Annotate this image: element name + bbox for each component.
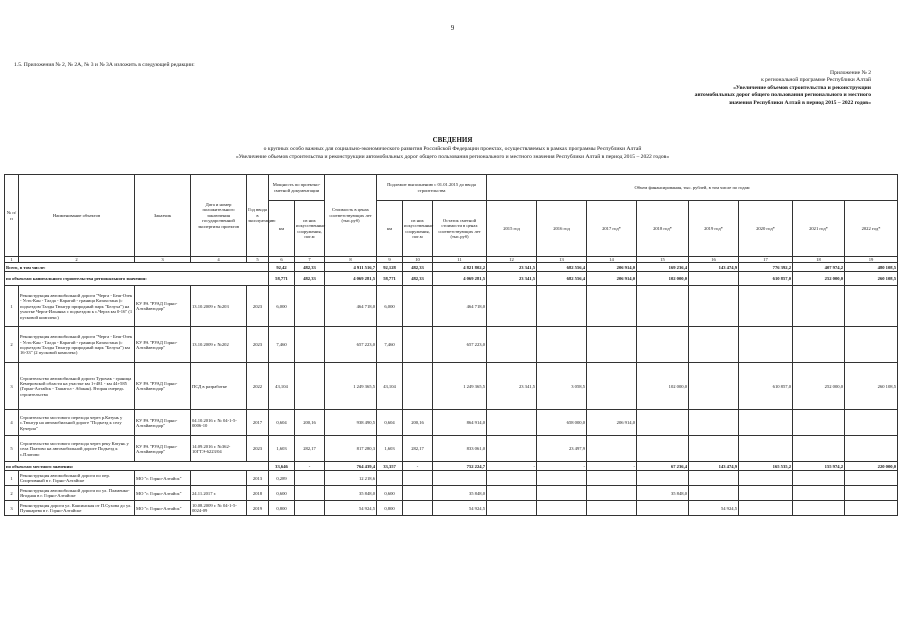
expertise-date: 04.10.2016 г. № 04-1-5-0006-10	[191, 410, 247, 436]
customer: КУ РА "РУАД Горно-Алтайавтодор"	[135, 436, 191, 462]
length-km: 7,460	[269, 327, 295, 363]
funding-2015	[487, 286, 537, 327]
expertise-date: 24.11.2017 г.	[191, 486, 247, 501]
funding-2019	[689, 436, 739, 462]
table-body	[5, 257, 898, 516]
object-name: Строительство мостового перехода через реку Катунь у села Платово на автомобильной дороге Подъезд к с.Платово	[19, 436, 135, 462]
funding-2020	[739, 410, 793, 436]
row-number: 1	[5, 286, 19, 327]
funding-2017	[587, 363, 637, 410]
customer: КУ РА "РУАД Горно-Алтайавтодор"	[135, 286, 191, 327]
remaining-cost: 35 848,0	[433, 486, 487, 501]
funding-2021	[793, 410, 845, 436]
annex-line-1: Приложение № 2	[830, 70, 871, 76]
header-year-2017: 2017 год*	[587, 201, 637, 257]
funding-2022: 480 108,5	[845, 263, 898, 272]
funding-2022: 260 108,5	[845, 272, 898, 286]
funding-2016: -	[537, 462, 587, 471]
funding-2018	[637, 286, 689, 327]
remaining-cost: 1 249 365,5	[433, 363, 487, 410]
column-number: 13	[537, 257, 587, 263]
expertise-date: 14.09.2016 г. №362-10ГТЭ-6223/04	[191, 436, 247, 462]
column-number: 9	[377, 257, 403, 263]
funding-2022	[845, 436, 898, 462]
header-year-2019: 2019 год*	[689, 201, 739, 257]
length-km: 58,771	[269, 272, 295, 286]
funding-2020	[739, 436, 793, 462]
funding-2016: 682 556,4	[537, 272, 587, 286]
remaining-km: 58,771	[377, 272, 403, 286]
estimated-cost: 12 218,6	[325, 471, 377, 486]
commission-year: 2023	[247, 327, 269, 363]
funding-2019: 54 924,5	[689, 501, 739, 516]
funding-2017: -	[587, 462, 637, 471]
object-name: Реконструкция дороги ул. Каясинская от П.Сухова до ул. Пушкарева в г. Горно-Алтайске	[19, 501, 135, 516]
length-km: 0,800	[269, 501, 295, 516]
column-number: 2	[19, 257, 135, 263]
bridges-m	[295, 486, 325, 501]
funding-2015	[487, 501, 537, 516]
funding-2015: 23 341,5	[487, 263, 537, 272]
column-number: 8	[325, 257, 377, 263]
expertise-date: 13.10.2009 г. №202	[191, 327, 247, 363]
funding-2021	[793, 501, 845, 516]
funding-2021	[793, 486, 845, 501]
table-row	[5, 471, 898, 486]
column-number: 12	[487, 257, 537, 263]
column-number: 5	[247, 257, 269, 263]
row-label: по объектам местного значения:	[5, 462, 269, 471]
row-number: 1	[5, 471, 19, 486]
length-km: 0,289	[269, 471, 295, 486]
header-customer: Заказчик	[135, 175, 191, 257]
bridges-m	[295, 286, 325, 327]
remaining-km: 92,128	[377, 263, 403, 272]
column-number: 6	[269, 257, 295, 263]
remaining-km: 43,104	[377, 363, 403, 410]
funding-2019: 143 474,9	[689, 263, 739, 272]
column-number: 17	[739, 257, 793, 263]
funding-2018: 102 000,0	[637, 363, 689, 410]
remaining-cost: 752 224,7	[433, 462, 487, 471]
annex-line-2: к региональной программе Республики Алтай	[761, 77, 871, 84]
estimated-cost: 54 924,5	[325, 501, 377, 516]
remaining-bridges-m	[403, 327, 433, 363]
funding-2015: 23 341,5	[487, 272, 537, 286]
funding-2022	[845, 327, 898, 363]
funding-2018: 67 236,4	[637, 462, 689, 471]
funding-2021	[793, 327, 845, 363]
row-label: Всего, в том числе:	[5, 263, 269, 272]
column-number: 1	[5, 257, 19, 263]
funding-2016	[537, 471, 587, 486]
header-funding: Объем финансирования, тыс. рублей, в том числе по годам	[487, 175, 898, 201]
remaining-cost: 54 924,5	[433, 501, 487, 516]
bridges-m	[295, 327, 325, 363]
header-name: Наименование объектов	[19, 175, 135, 257]
remaining-bridges-m	[403, 501, 433, 516]
funding-2015	[487, 410, 537, 436]
estimated-cost: 464 718,0	[325, 286, 377, 327]
remaining-km: 6,000	[377, 286, 403, 327]
header-year-2015: 2015 год	[487, 201, 537, 257]
column-number: 18	[793, 257, 845, 263]
annex-line-4: автомобильных дорог общего пользования регионального и местного	[694, 92, 871, 99]
funding-2018: 169 236,4	[637, 263, 689, 272]
row-number: 3	[5, 363, 19, 410]
funding-2017	[587, 486, 637, 501]
estimated-cost: 938 490,5	[325, 410, 377, 436]
header-year-2016: 2016 год	[537, 201, 587, 257]
remaining-bridges-m	[403, 363, 433, 410]
remaining-km: 1,603	[377, 436, 403, 462]
customer: КУ РА "РУАД Горно-Алтайавтодор"	[135, 327, 191, 363]
header-expertise-date: Дата и номер положительного заключения государственной экспертизы проектов	[191, 175, 247, 257]
table-summary-row	[5, 263, 898, 272]
funding-2015	[487, 436, 537, 462]
funding-2017: 206 914,0	[587, 272, 637, 286]
commission-year: 2019	[247, 501, 269, 516]
funding-2018	[637, 327, 689, 363]
bridges-m: 200,16	[295, 410, 325, 436]
funding-2016: 658 000,0	[537, 410, 587, 436]
funding-2016	[537, 501, 587, 516]
funding-2019	[689, 272, 739, 286]
table-row	[5, 286, 898, 327]
funding-2015	[487, 486, 537, 501]
header-remaining: Подлежит выполнению с 01.01.2015 до ввода строительства	[377, 175, 487, 201]
header-rem-cost: Остаток сметной стоимости в ценах соответствующих лет (тыс.руб)	[433, 201, 487, 257]
funding-2018	[637, 501, 689, 516]
object-name: Реконструкция автомобильной дороги по пер. Спортивный в г. Горно-Алтайске	[19, 471, 135, 486]
row-label: по объектам капитального строительства регионального значения:	[5, 272, 269, 286]
annex-line-5: значения Республики Алтай в период 2015 – 2022 годов»	[728, 99, 871, 106]
header-rem-bridges: из них искусственные сооружения, пог.м	[403, 201, 433, 257]
funding-2020: 165 535,2	[739, 462, 793, 471]
funding-2022: 260 108,5	[845, 363, 898, 410]
expertise-date: 13.10.2009 г. №203	[191, 286, 247, 327]
estimated-cost: 657 223,0	[325, 327, 377, 363]
remaining-km: 0,604	[377, 410, 403, 436]
header-num: № п/п	[5, 175, 19, 257]
estimated-cost: 4 069 281,5	[325, 272, 377, 286]
remaining-cost	[433, 471, 487, 486]
funding-2017	[587, 471, 637, 486]
column-number: 15	[637, 257, 689, 263]
table-row	[5, 486, 898, 501]
funding-2015	[487, 471, 537, 486]
funding-2022	[845, 410, 898, 436]
funding-2021: 407 974,2	[793, 263, 845, 272]
length-km: 33,646	[269, 462, 295, 471]
remaining-bridges-m: 200,16	[403, 410, 433, 436]
remaining-bridges-m	[403, 486, 433, 501]
funding-2015: 23 341,5	[487, 363, 537, 410]
intro-text: 1.5. Приложения № 2, № 2А, № 3 и № 3А изложить в следующей редакции:	[14, 62, 195, 68]
row-number: 5	[5, 436, 19, 462]
funding-2018	[637, 436, 689, 462]
funding-2022	[845, 486, 898, 501]
funding-2020: 776 392,2	[739, 263, 793, 272]
funding-2016: 23 497,9	[537, 436, 587, 462]
column-number: 19	[845, 257, 898, 263]
length-km: 0,600	[269, 486, 295, 501]
expertise-date: 10.08.2009 г. № 04-1-5-0024-09	[191, 501, 247, 516]
length-km: 6,000	[269, 286, 295, 327]
bridges-m	[295, 501, 325, 516]
projects-table	[4, 174, 898, 516]
table-row	[5, 410, 898, 436]
remaining-bridges-m	[403, 471, 433, 486]
bridges-m: 482,33	[295, 272, 325, 286]
column-number: 7	[295, 257, 325, 263]
commission-year: 2017	[247, 410, 269, 436]
funding-2016	[537, 286, 587, 327]
length-km: 92,42	[269, 263, 295, 272]
funding-2017	[587, 286, 637, 327]
table-row	[5, 501, 898, 516]
funding-2018: 35 848,0	[637, 486, 689, 501]
commission-year: 2023	[247, 286, 269, 327]
funding-2021: 252 000,0	[793, 363, 845, 410]
funding-2020	[739, 471, 793, 486]
remaining-cost: 4 069 281,5	[433, 272, 487, 286]
table-summary-row	[5, 462, 898, 471]
commission-year: 2013	[247, 471, 269, 486]
bridges-m: 282,17	[295, 436, 325, 462]
page-number: 9	[450, 24, 455, 32]
annex-header	[551, 70, 871, 107]
remaining-cost: 4 821 802,2	[433, 263, 487, 272]
header-km: км	[269, 201, 295, 257]
remaining-km: 7,460	[377, 327, 403, 363]
funding-2019	[689, 486, 739, 501]
funding-2017: 206 914,0	[587, 410, 637, 436]
column-number: 14	[587, 257, 637, 263]
object-name: Строительство мостового перехода через р.Катунь у с.Тюнгур на автомобильной дороге "Подъезд к селу Кучерла"	[19, 410, 135, 436]
remaining-cost: 833 061,0	[433, 436, 487, 462]
funding-2021: 155 974,2	[793, 462, 845, 471]
estimated-cost: 764 439,4	[325, 462, 377, 471]
table-row	[5, 436, 898, 462]
funding-2022	[845, 471, 898, 486]
funding-2017: 206 914,0	[587, 263, 637, 272]
header-year-2022: 2022 год*	[845, 201, 898, 257]
funding-2017	[587, 436, 637, 462]
header-cost: Стоимость в ценах соответствующих лет (тыс.руб)	[325, 175, 377, 257]
remaining-km: 33,357	[377, 462, 403, 471]
funding-2021: 252 000,0	[793, 272, 845, 286]
remaining-km: 0,800	[377, 501, 403, 516]
table-summary-row	[5, 272, 898, 286]
funding-2020: 610 857,0	[739, 363, 793, 410]
column-number: 4	[191, 257, 247, 263]
remaining-km	[377, 471, 403, 486]
funding-2019	[689, 471, 739, 486]
table-row	[5, 363, 898, 410]
header-year: Год ввода в эксплуатацию	[247, 175, 269, 257]
funding-2020	[739, 327, 793, 363]
funding-2018	[637, 410, 689, 436]
row-number: 4	[5, 410, 19, 436]
funding-2016	[537, 486, 587, 501]
row-number: 3	[5, 501, 19, 516]
bridges-m	[295, 363, 325, 410]
length-km: 43,104	[269, 363, 295, 410]
column-number: 16	[689, 257, 739, 263]
column-number: 11	[433, 257, 487, 263]
commission-year: 2023	[247, 436, 269, 462]
funding-2016: 682 556,4	[537, 263, 587, 272]
funding-2021	[793, 286, 845, 327]
object-name: Реконструкция автомобильной дороги "Черга - Беш-Озек - Усть-Кан - Талда - Карагай - граница Казахстана (с подъездом Талды Тюнгур природный парк "Белуха") на участке Черга-Ильинка с подъездом к с.Черга км 0-16" (1 пусковой комплекс)	[19, 286, 135, 327]
funding-2017	[587, 327, 637, 363]
funding-2022	[845, 286, 898, 327]
expertise-date: ПСД в разработке	[191, 363, 247, 410]
header-bridges: из них искусственные сооружения, пог.м	[295, 201, 325, 257]
funding-2019	[689, 327, 739, 363]
funding-2016: 3 058,5	[537, 363, 587, 410]
header-year-2021: 2021 год*	[793, 201, 845, 257]
commission-year: 2018	[247, 486, 269, 501]
table-row	[5, 327, 898, 363]
remaining-cost: 657 223,0	[433, 327, 487, 363]
bridges-m: 482,33	[295, 263, 325, 272]
document-subtitle-1: о крупных особо важных для социально-экономического развития Российской Федерации проектах, осуществляемых в рамках программы Республики Алтай	[263, 146, 642, 152]
customer: МО "г. Горно-Алтайск"	[135, 486, 191, 501]
funding-2020: 610 857,0	[739, 272, 793, 286]
header-rem-km: км	[377, 201, 403, 257]
funding-2019	[689, 363, 739, 410]
remaining-bridges-m: 282,17	[403, 436, 433, 462]
row-number: 2	[5, 486, 19, 501]
bridges-m: -	[295, 462, 325, 471]
funding-2022	[845, 501, 898, 516]
funding-2018: 102 000,0	[637, 272, 689, 286]
estimated-cost: 817 280,3	[325, 436, 377, 462]
commission-year: 2022	[247, 363, 269, 410]
funding-2020	[739, 501, 793, 516]
remaining-bridges-m: 482,33	[403, 272, 433, 286]
length-km: 0,604	[269, 410, 295, 436]
customer: КУ РА "РУАД Горно-Алтайавтодор"	[135, 363, 191, 410]
funding-2015: -	[487, 462, 537, 471]
header-year-2018: 2018 год*	[637, 201, 689, 257]
funding-2020	[739, 486, 793, 501]
annex-line-3: «Увеличение объемов строительства и реконструкции	[733, 84, 871, 91]
length-km: 1,603	[269, 436, 295, 462]
document-title: СВЕДЕНИЯ	[432, 136, 473, 144]
funding-2022: 220 000,0	[845, 462, 898, 471]
remaining-bridges-m	[403, 286, 433, 327]
remaining-km: 0,600	[377, 486, 403, 501]
funding-2016	[537, 327, 587, 363]
remaining-bridges-m: -	[403, 462, 433, 471]
object-name: Строительство автомобильной дороги Турочак - граница Кемеровской области на участке км 1+481 - км 44+585 (Горно-Алтайск - Ташагол - Абакан). Вторая очередь строительства	[19, 363, 135, 410]
estimated-cost: 35 848,0	[325, 486, 377, 501]
remaining-cost: 864 914,0	[433, 410, 487, 436]
funding-2015	[487, 327, 537, 363]
object-name: Реконструкция автомобильной дороги "Черга - Беш-Озек - Усть-Кан - Талда - Карагай - граница Казахстана (с подъездом Талды Тюнгур природный парк "Белуха") км 16-33" (2 пусковой комплекс)	[19, 327, 135, 363]
funding-2018	[637, 471, 689, 486]
remaining-bridges-m: 482,33	[403, 263, 433, 272]
header-capacity: Мощность по проектно-сметной документации	[269, 175, 325, 201]
funding-2017	[587, 501, 637, 516]
column-number: 10	[403, 257, 433, 263]
funding-2021	[793, 471, 845, 486]
estimated-cost: 1 249 365,5	[325, 363, 377, 410]
header-year-2020: 2020 год*	[739, 201, 793, 257]
estimated-cost: 4 911 516,7	[325, 263, 377, 272]
funding-2019: 143 474,9	[689, 462, 739, 471]
remaining-cost: 464 718,0	[433, 286, 487, 327]
bridges-m	[295, 471, 325, 486]
expertise-date	[191, 471, 247, 486]
customer: МО "г. Горно-Алтайск"	[135, 501, 191, 516]
customer: КУ РА "РУАД Горно-Алтайавтодор"	[135, 410, 191, 436]
object-name: Реконструкция автомобильной дороги по ул. Пламенко-Ягодная в г. Горно-Алтайске	[19, 486, 135, 501]
funding-2021	[793, 436, 845, 462]
customer: МО "г. Горно-Алтайск"	[135, 471, 191, 486]
funding-2019	[689, 410, 739, 436]
funding-2020	[739, 286, 793, 327]
document-subtitle-2: «Увеличение объемов строительства и реконструкции автомобильных дорог общего пользования регионального и местного значения Республики Алтай в период 2015 – 2022 годов»	[235, 154, 670, 160]
row-number: 2	[5, 327, 19, 363]
funding-2019	[689, 286, 739, 327]
column-number: 3	[135, 257, 191, 263]
